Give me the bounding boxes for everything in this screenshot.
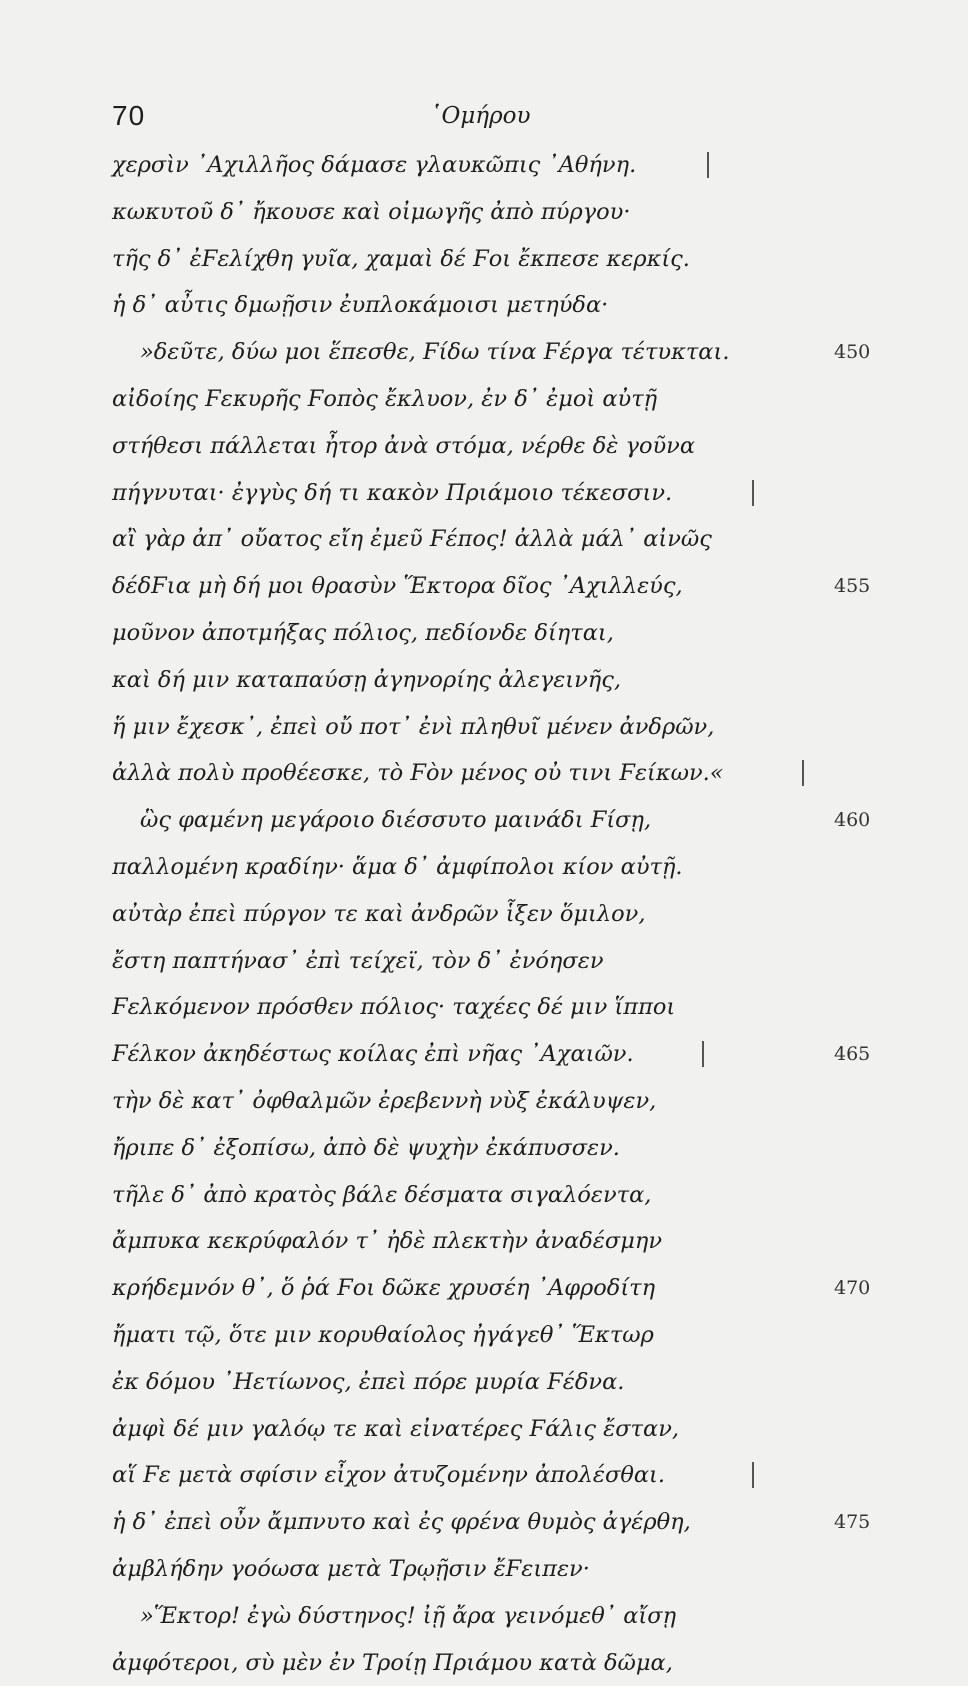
verse-text: αἲ γὰρ ἀπ᾿ οὔατος εἴη ἐμεῦ Ϝέπος! ἀλλὰ μάλ᾿ αἰνῶς [112,526,712,552]
verse-line [112,1499,832,1546]
verse-text: ἀλλὰ πολὺ προθέεσκε, τὸ Ϝὸν μένος οὐ τινι Ϝείκων.« [112,760,724,786]
line-number: 455 [834,563,870,610]
verse-line [112,1172,832,1219]
verse-text: αἰδοίης Ϝεκυρῆς Ϝοπὸς ἔκλυον, ἐν δ᾿ ἐμοὶ αὐτῇ [112,386,657,412]
verse-text: ἀμφότεροι, σὺ μὲν ἐν Τροίῃ Πριάμου κατὰ δῶμα, [112,1650,673,1676]
verse-line [112,423,832,470]
verse-line [112,1406,832,1453]
verse-text: ἀμβλήδην γοόωσα μετὰ Τρῳῇσιν ἔϜειπεν· [112,1556,590,1582]
verse-text: ὣς φαμένη μεγάροιο διέσσυτο μαινάδι Ϝίσῃ, [140,807,651,833]
verse-text: αὐτὰρ ἐπεὶ πύργον τε καὶ ἀνδρῶν ἷξεν ὅμιλον, [112,901,646,927]
verse-text: »Ἕκτορ! ἐγὼ δύστηνος! ἰῇ ἄρα γεινόμεθ᾿ αἴσῃ [140,1603,676,1629]
verse-line [112,610,832,657]
verse-line [112,329,832,376]
verse-line [112,1312,832,1359]
verse-text: κρήδεμνόν θ᾿, ὅ ῥά Ϝοι δῶκε χρυσέη ᾿Αφροδίτη [112,1275,655,1301]
margin-mark [802,760,804,786]
verse-text: ἥ μιν ἔχεσκ᾿, ἐπεὶ οὔ ποτ᾿ ἐνὶ πληθυῖ μένεν ἀνδρῶν, [112,714,714,740]
verse-line [112,1078,832,1125]
verse-text: ἡ δ᾿ ἐπεὶ οὖν ἄμπνυτο καὶ ἐς φρένα θυμὸς ἀγέρθη, [112,1509,691,1535]
verse-block [112,142,832,1686]
verse-line [112,1593,832,1640]
verse-line [112,704,832,751]
verse-line [112,984,832,1031]
verse-text: »δεῦτε, δύω μοι ἕπεσθε, Ϝίδω τίνα Ϝέργα τέτυκται. [140,339,729,365]
verse-text: πήγνυται· ἐγγὺς δή τι κακὸν Πριάμοιο τέκεσσιν. [112,480,672,506]
verse-text: ἄμπυκα κεκρύφαλόν τ᾿ ἠδὲ πλεκτὴν ἀναδέσμην [112,1228,662,1254]
verse-line [112,1218,832,1265]
page-number: 70 [112,100,145,132]
verse-text: μοῦνον ἀποτμήξας πόλιος, πεδίονδε δίηται, [112,620,614,646]
verse-line [112,1546,832,1593]
line-number: 450 [834,329,870,376]
margin-mark [707,152,709,178]
margin-mark [702,1041,704,1067]
verse-text: χερσὶν ᾿Αχιλλῆος δάμασε γλαυκῶπις ᾿Αθήνη. [112,152,636,178]
verse-text: ἔστη παπτήνασ᾿ ἐπὶ τείχεϊ, τὸν δ᾿ ἐνόησεν [112,948,604,974]
verse-line [112,1125,832,1172]
verse-line [112,282,832,329]
running-head: ῾Ομήρου [430,103,530,129]
verse-text: ἀμφὶ δέ μιν γαλόῳ τε καὶ εἰνατέρες Ϝάλις ἔσταν, [112,1416,679,1442]
verse-text: Ϝελκόμενον πρόσθεν πόλιος· ταχέες δέ μιν ἵπποι [112,994,675,1020]
line-number: 470 [834,1265,870,1312]
verse-text: τῆλε δ᾿ ἀπὸ κρατὸς βάλε δέσματα σιγαλόεντα, [112,1182,651,1208]
verse-line [112,516,832,563]
margin-mark [752,480,754,506]
verse-line [112,1031,832,1078]
verse-line [112,891,832,938]
line-number: 460 [834,797,870,844]
verse-text: στήθεσι πάλλεται ἦτορ ἀνὰ στόμα, νέρθε δὲ γοῦνα [112,433,695,459]
verse-line [112,657,832,704]
verse-line [112,1640,832,1686]
verse-text: Ϝέλκον ἀκηδέστως κοίλας ἐπὶ νῆας ᾿Αχαιῶν. [112,1041,634,1067]
verse-text: τῆς δ᾿ ἐϜελίχθη γυῖα, χαμαὶ δέ Ϝοι ἔκπεσε κερκίς. [112,246,690,272]
verse-line [112,1359,832,1406]
verse-line [112,1265,832,1312]
verse-text: παλλομένη κραδίην· ἅμα δ᾿ ἀμφίπολοι κίον αὐτῇ. [112,854,683,880]
verse-line [112,938,832,985]
verse-text: ἐκ δόμου ᾿Ηετίωνος, ἐπεὶ πόρε μυρία Ϝέδνα. [112,1369,624,1395]
verse-text: δέδϜια μὴ δή μοι θρασὺν Ἕκτορα δῖος ᾿Αχιλλεύς, [112,573,683,599]
verse-line [112,236,832,283]
verse-text: καὶ δή μιν καταπαύσῃ ἀγηνορίης ἀλεγεινῆς, [112,667,621,693]
verse-line [112,376,832,423]
line-number: 475 [834,1499,870,1546]
verse-line [112,797,832,844]
verse-line [112,142,832,189]
margin-mark [752,1462,754,1488]
verse-text: ἤματι τῷ, ὅτε μιν κορυθαίολος ἠγάγεθ᾿ Ἕκτωρ [112,1322,654,1348]
verse-line [112,563,832,610]
verse-text: ἤριπε δ᾿ ἐξοπίσω, ἀπὸ δὲ ψυχὴν ἐκάπυσσεν. [112,1135,620,1161]
verse-text: κωκυτοῦ δ᾿ ἤκουσε καὶ οἰμωγῆς ἀπὸ πύργου· [112,199,631,225]
verse-line [112,844,832,891]
line-number: 465 [834,1031,870,1078]
verse-text: τὴν δὲ κατ᾿ ὀφθαλμῶν ἐρεβεννὴ νὺξ ἐκάλυψεν, [112,1088,656,1114]
verse-line [112,1452,832,1499]
verse-line [112,189,832,236]
verse-line [112,470,832,517]
verse-text: αἵ Ϝε μετὰ σφίσιν εἶχον ἀτυζομένην ἀπολέσθαι. [112,1462,665,1488]
verse-text: ἡ δ᾿ αὖτις δμωῇσιν ἐυπλοκάμοισι μετηύδα· [112,292,608,318]
verse-line [112,750,832,797]
